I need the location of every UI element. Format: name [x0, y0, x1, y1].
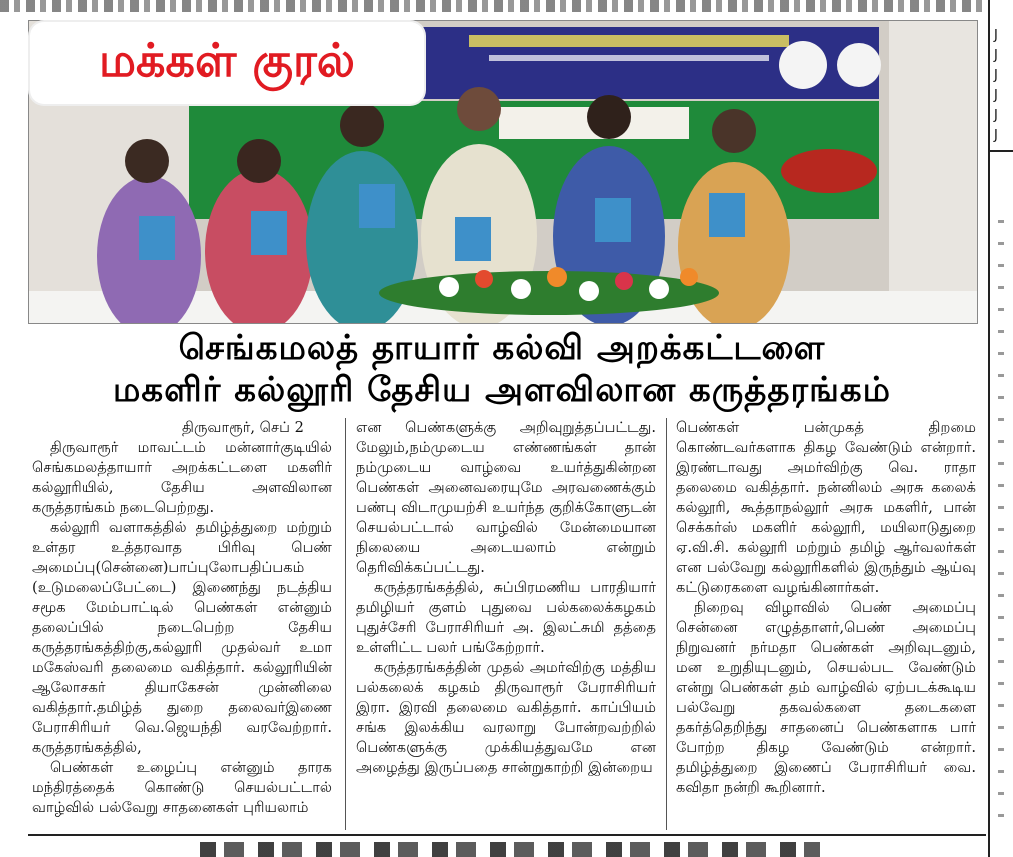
adjacent-column-fragment: J — [994, 108, 998, 123]
article-paragraph: பெண்கள் பன்முகத் திறமை கொண்டவர்களாக திகழ வேண்டும் என்றார். இரண்டாவது அமர்விற்கு வெ. ராதா தலைமை வகித்தார். நன்னிலம் அரசு கலைக் கல்லூரி, கூத்தாநல்லூர் அரசு மகளிர், பான் செக்கர்ஸ் மகளிர் கல்லூரி, மயிலாடுதுறை ஏ.வி.சி. கல்லூரி மற்றும் தமிழ் ஆர்வலர்கள் என பல்வேறு கல்லூரிகளில் இருந்தும் ஆய்வு கட்டுரைகளை வழங்கினார்கள். — [676, 419, 976, 596]
adjacent-column-fragment: J — [994, 88, 998, 103]
next-headline-text-strip — [200, 842, 820, 857]
adjacent-column-fragment: J — [994, 28, 998, 43]
column-divider — [666, 418, 667, 830]
article-column-3 — [676, 418, 976, 798]
adjacent-column — [988, 0, 1013, 857]
banner-logo-icon — [837, 43, 881, 87]
adjacent-column-fragment: J — [994, 48, 998, 63]
article-paragraph: கல்லூரி வளாகத்தில் தமிழ்த்துறை மற்றும் உள்தர உத்தரவாத பிரிவு பெண் அமைப்பு(சென்னை)பாப்புலோபதிப்பகம் (உடுமலைப்பேட்டை) இணைந்து நடத்திய சமூக மேம்பாட்டில் பெண்கள் என்னும் தலைப்பில் நடைபெற்ற தேசிய கருத்தரங்கத்திற்கு,கல்லூரி முதல்வர் உமா மகேஸ்வரி தலைமை வகித்தார். கல்லூரியின் ஆலோசகர் தியாகேசன் முன்னிலை வகித்தார்.தமிழ்த் துறை தலைவர்இணை பேராசிரியர் வெ.ஜெயந்தி வரவேற்றார். கருத்தரங்கத்தில், — [32, 519, 332, 756]
article-paragraph: பெண்கள் உழைப்பு என்னும் தாரக மந்திரத்தைக் கொண்டு செயல்பட்டால் வாழ்வில் பல்வேறு சாதனைகள் புரியலாம் — [32, 759, 332, 816]
article-paragraph: திருவாரூர் மாவட்டம் மன்னார்குடியில் செங்கமலத்தாயார் அறக்கட்டளை மகளிர் கல்லூரியில், தேசிய அளவிலான கருத்தரங்கம் நடைபெற்றது. — [32, 439, 332, 516]
headline-line-1: செங்கமலத் தாயார் கல்வி அறக்கட்டளை — [178, 328, 826, 368]
adjacent-column-rule — [990, 150, 1013, 152]
banner-logo-icon — [779, 41, 827, 89]
headline-line-2: மகளிர் கல்லூரி தேசிய அளவிலான கருத்தரங்கம் — [112, 370, 892, 410]
article-column-1 — [32, 418, 332, 818]
article-paragraph: கருத்தரங்கத்தில், சுப்பிரமணிய பாரதியார் தமிழியர் குளம் புதுவை பல்கலைக்கழகம் புதுச்சேரி பேராசிரியர் அ. இலட்சுமி தத்தை உள்ளிட்ட பலர் பங்கேற்றார். — [356, 579, 656, 656]
bottom-rule — [28, 834, 986, 836]
newspaper-name-badge — [30, 22, 424, 104]
dateline: திருவாரூர், செப் 2 — [182, 419, 304, 436]
adjacent-column-fragment: J — [994, 128, 998, 143]
newspaper-name: மக்கள் குரல் — [99, 32, 355, 87]
adjacent-column-fragment: J — [994, 68, 998, 83]
adjacent-column-text-trace — [998, 220, 1004, 820]
column-divider — [345, 418, 346, 830]
article-paragraph: என பெண்களுக்கு அறிவுறுத்தப்பட்டது. மேலும்,நம்முடைய எண்ணங்கள் தான் நம்முடைய வாழ்வை உயர்த்துகின்றன பெண்கள் அனைவரையுமே அரவணைக்கும் பண்பு விடாமுயற்சி உயர்ந்த குறிக்கோளுடன் செயல்பட்டால் வாழ்வில் மேன்மையான நிலையை அடையலாம் என்றும் தெரிவிக்கப்பட்டது. — [356, 419, 656, 576]
article-column-2 — [356, 418, 656, 778]
article-paragraph: கருத்தரங்கத்தின் முதல் அமர்விற்கு மத்திய பல்கலைக் கழகம் திருவாரூர் பேராசிரியர் இரா. இரவி தலைமை வகித்தார். காப்பியம் சங்க இலக்கிய வரலாறு போன்றவற்றில் பெண்களுக்கு முக்கியத்துவமே என அழைத்து இருப்பதை சான்றுகாற்றி இன்றைய — [356, 659, 656, 776]
previous-article-text-strip — [0, 0, 990, 12]
article-paragraph: நிறைவு விழாவில் பெண் அமைப்பு சென்னை எழுத்தாளர்,பெண் அமைப்பு நிறுவனர் நர்மதா பெண்கள் அறிவுடனும், மன உறுதியுடனும், செயல்பட வேண்டும் என்று பெண்கள் தம் வாழ்வில் ஏற்படக்கூடிய பல்வேறு தகவல்களை தடைகளை தகர்த்தெறிந்து சாதனைப் பெண்களாக பார் போற்ற திகழ வேண்டும் என்றார். தமிழ்த்துறை இணைப் பேராசிரியர் வை. கவிதா நன்றி கூறினார். — [676, 599, 976, 796]
